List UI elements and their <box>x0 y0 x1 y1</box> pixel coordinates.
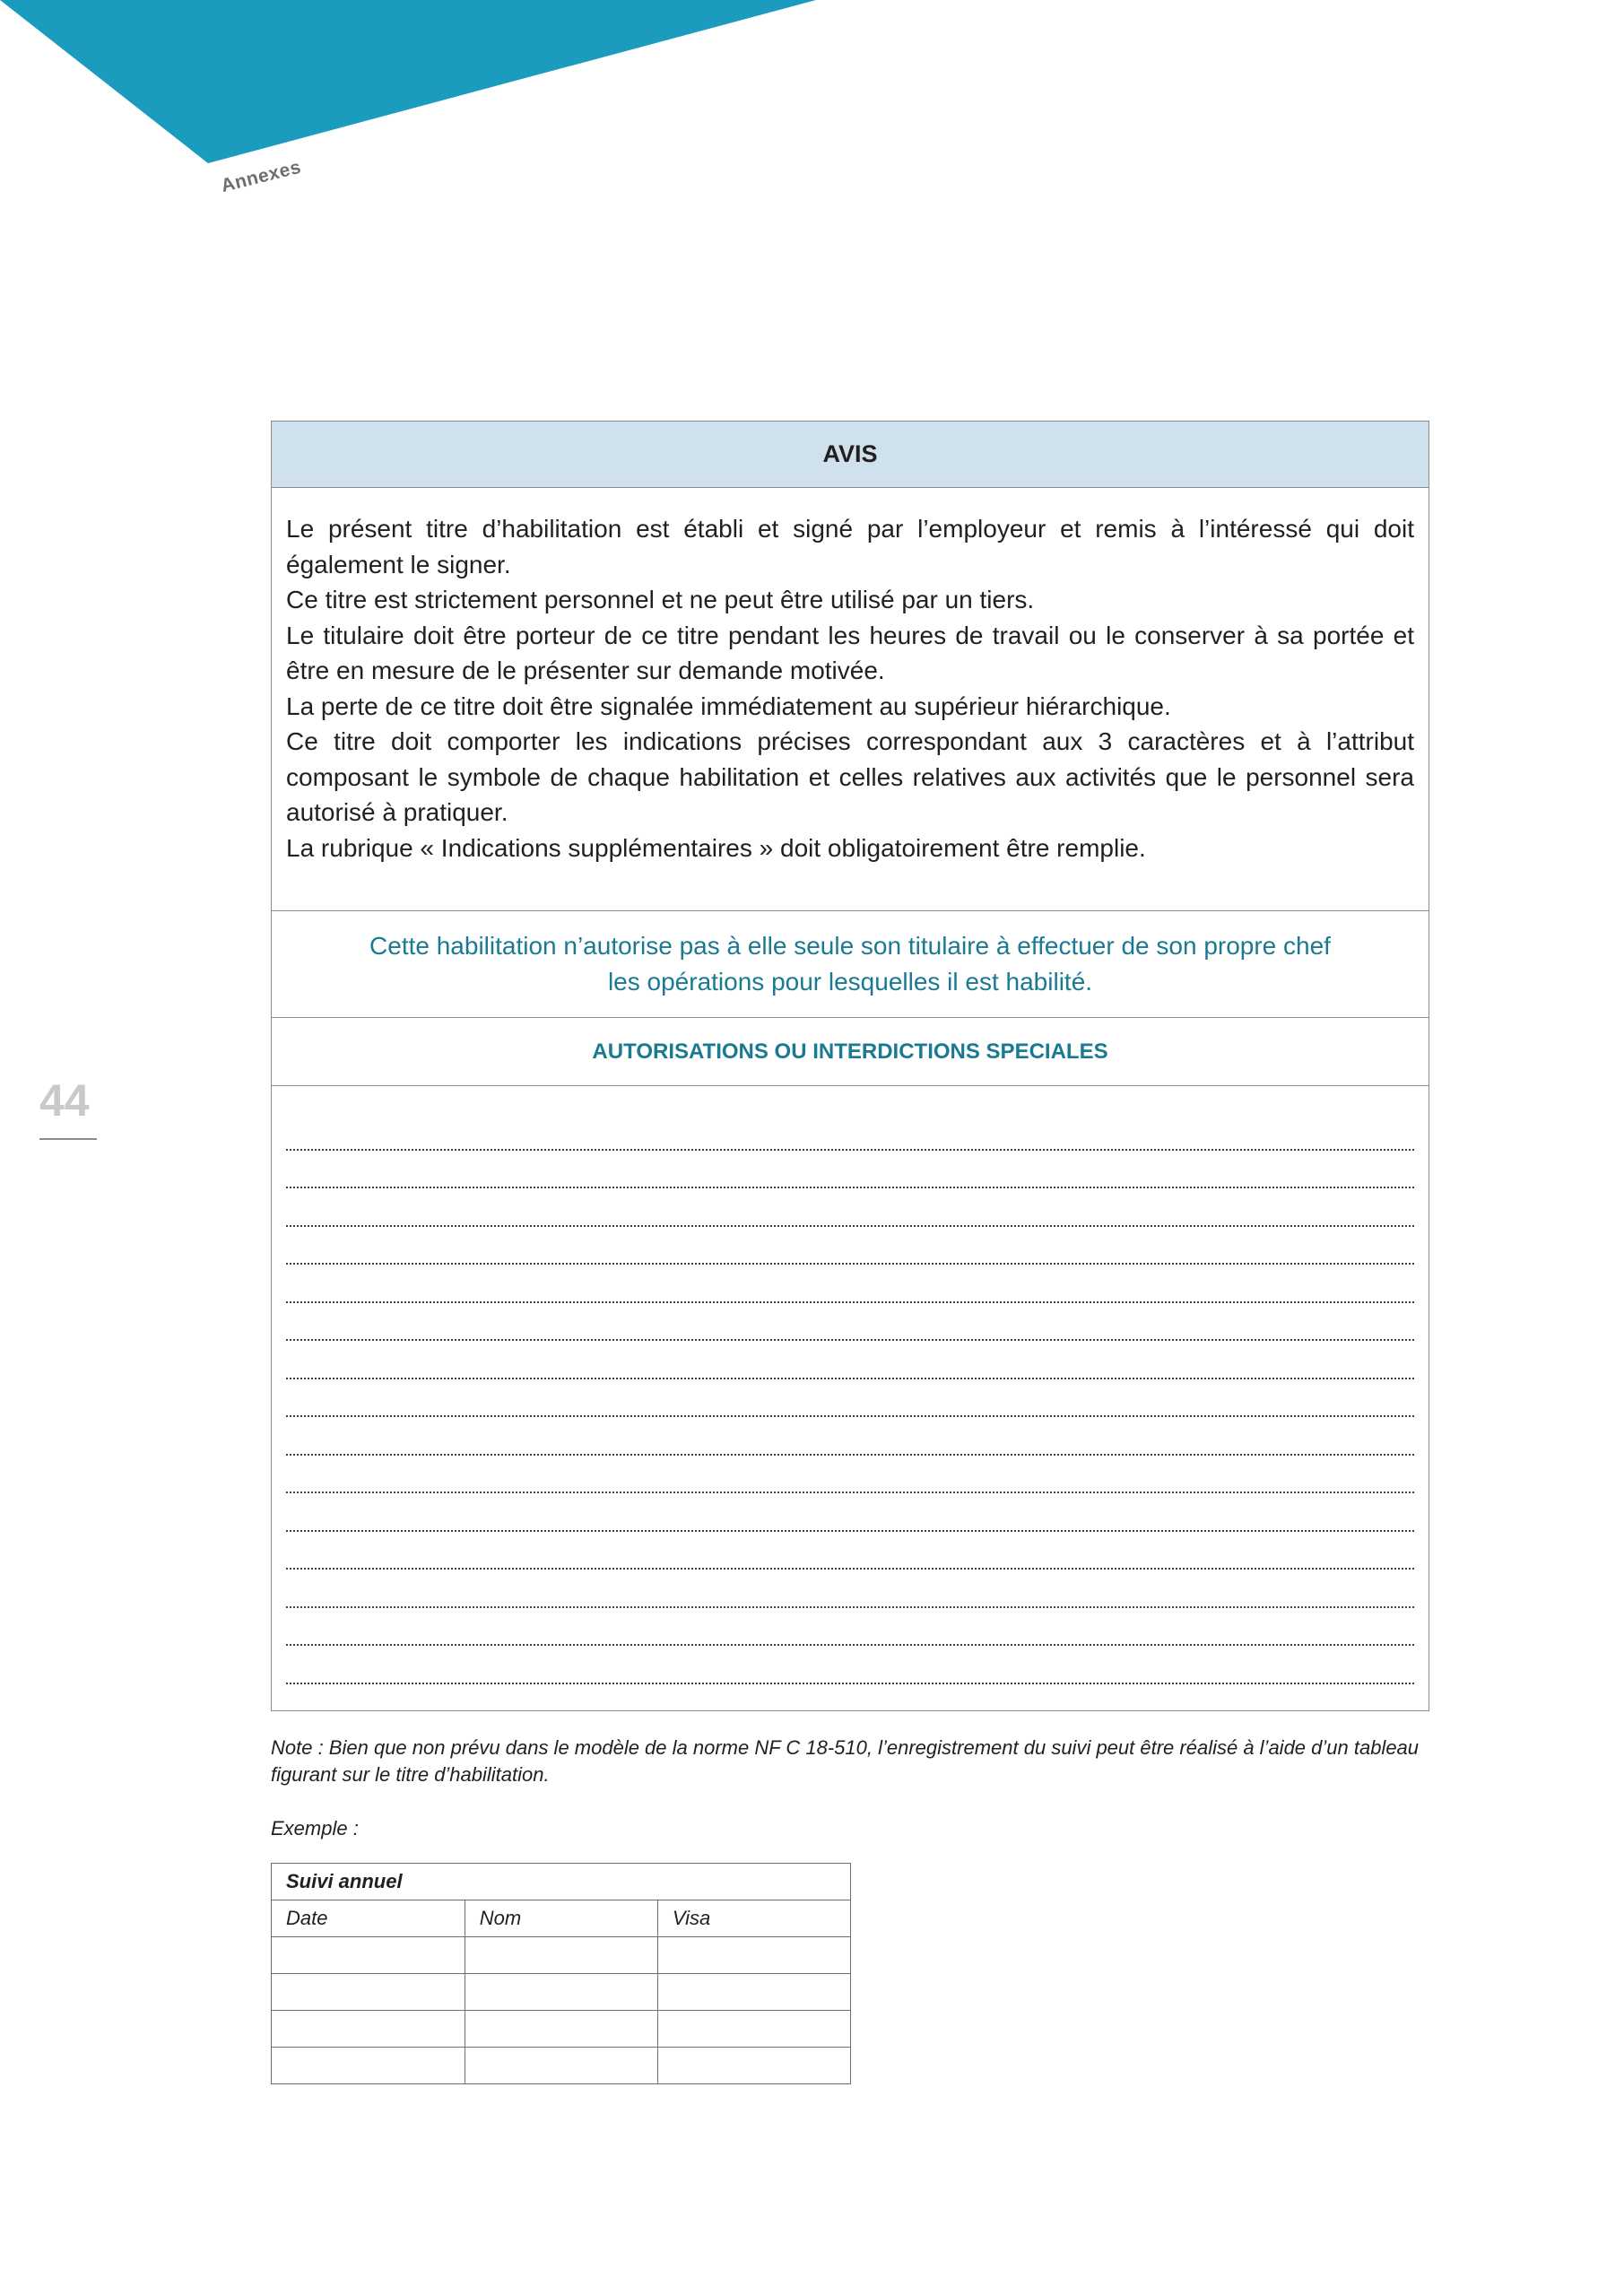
followup-empty-cell <box>657 1974 850 2011</box>
notice-paragraph: Ce titre est strictement personnel et ne peut être utilisé par un tiers. <box>286 586 1035 613</box>
followup-empty-row <box>272 2048 851 2084</box>
header-banner <box>0 0 816 166</box>
warning-line: Cette habilitation n’autorise pas à elle seule son titulaire à effectuer de son propre chef <box>369 932 1331 960</box>
dotted-fill-line <box>286 1227 1414 1265</box>
dotted-fill-line <box>286 1341 1414 1379</box>
notice-paragraph: La rubrique « Indications supplémentaires » doit obligatoirement être remplie. <box>286 833 1146 862</box>
notice-box <box>271 421 1429 1711</box>
warning-line: les opérations pour lesquelles il est habilité. <box>607 968 1093 996</box>
followup-header-row <box>272 1900 851 1937</box>
warning-message <box>272 911 1429 1018</box>
followup-empty-cell <box>272 2048 465 2084</box>
dotted-fill-line <box>286 1265 1414 1303</box>
followup-empty-cell <box>272 2011 465 2048</box>
dotted-fill-line <box>286 1608 1414 1647</box>
followup-empty-row <box>272 1974 851 2011</box>
dotted-fill-line <box>286 1456 1414 1494</box>
page-number: 44 <box>39 1075 90 1126</box>
followup-empty-cell <box>465 2011 657 2048</box>
column-header-date: Date <box>272 1900 465 1937</box>
followup-empty-cell <box>465 1974 657 2011</box>
special-authorizations-lines <box>272 1086 1429 1684</box>
followup-empty-row <box>272 1937 851 1974</box>
page-number-rule <box>39 1138 97 1140</box>
followup-empty-cell <box>657 2048 850 2084</box>
dotted-fill-line <box>286 1151 1414 1189</box>
dotted-fill-line <box>286 1646 1414 1684</box>
note-text: Note : Bien que non prévu dans le modèle de la norme NF C 18-510, l’enregistrement du suivi peut être réalisé à l’aide d’un tableau figurant sur le titre d’habilitation. <box>271 1736 1420 1786</box>
dotted-fill-line <box>286 1188 1414 1227</box>
dotted-fill-line <box>286 1417 1414 1456</box>
followup-table-title: Suivi annuel <box>272 1864 851 1900</box>
followup-table <box>271 1863 851 2084</box>
notice-paragraph: La perte de ce titre doit être signalée immédiatement au supérieur hiérarchique. <box>286 691 1171 720</box>
dotted-fill-line <box>286 1303 1414 1342</box>
notice-paragraph: Le présent titre d’habilitation est établi et signé par l’employeur et remis à l’intéressé qui doit également le signer. <box>286 515 1414 578</box>
dotted-fill-line <box>286 1493 1414 1532</box>
notice-paragraph: Ce titre doit comporter les indications précises correspondant aux 3 caractères et à l’attribut composant le symbole de chaque habilitation et celles relatives aux activités que le personnel sera autorisé à pratiquer. <box>286 727 1414 826</box>
dotted-fill-line <box>286 1112 1414 1151</box>
notice-paragraph: Le titulaire doit être porteur de ce titre pendant les heures de travail ou le conserver à sa portée et être en mesure de le présenter sur demande motivée. <box>286 621 1414 684</box>
section-label: Annexes <box>219 156 304 197</box>
followup-empty-cell <box>465 1937 657 1974</box>
example-label: Exemple : <box>271 1817 359 1839</box>
notice-title: AVIS <box>272 422 1429 488</box>
followup-empty-cell <box>272 1937 465 1974</box>
followup-empty-row <box>272 2011 851 2048</box>
followup-empty-cell <box>657 1937 850 1974</box>
column-header-name: Nom <box>465 1900 657 1937</box>
followup-empty-cell <box>272 1974 465 2011</box>
dotted-fill-line <box>286 1532 1414 1570</box>
notice-body <box>272 488 1429 911</box>
followup-title-row <box>272 1864 851 1900</box>
special-authorizations-title: AUTORISATIONS OU INTERDICTIONS SPECIALES <box>272 1018 1429 1086</box>
followup-empty-cell <box>657 2011 850 2048</box>
followup-empty-cell <box>465 2048 657 2084</box>
dotted-fill-line <box>286 1570 1414 1608</box>
column-header-visa: Visa <box>657 1900 850 1937</box>
dotted-fill-line <box>286 1379 1414 1418</box>
